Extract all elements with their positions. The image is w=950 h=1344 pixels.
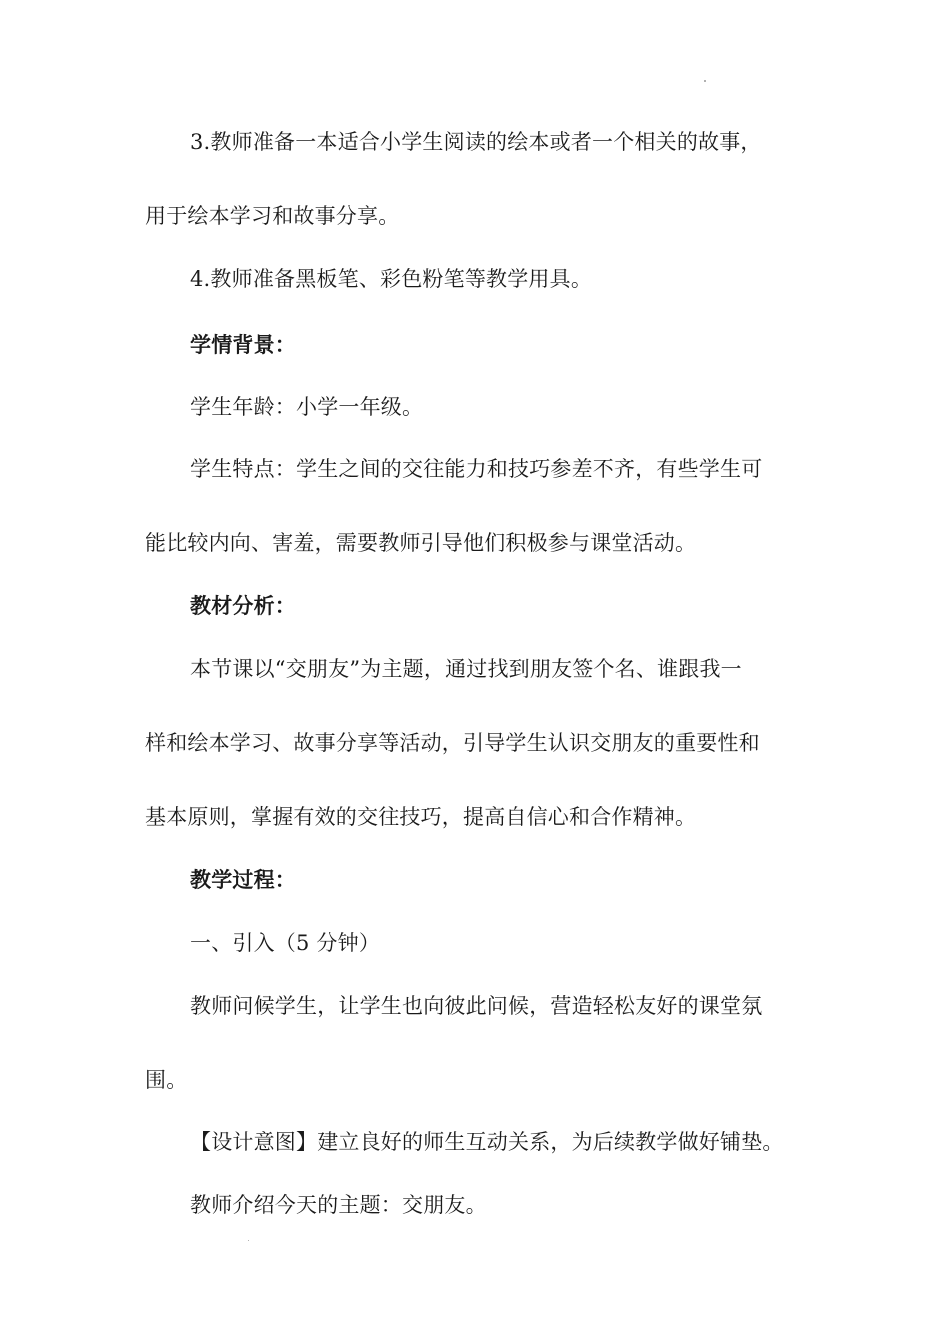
paragraph-line: 教师问候学生，让学生也向彼此问候，营造轻松友好的课堂氛 <box>190 994 763 1018</box>
paragraph-line: 本节课以“交朋友”为主题，通过找到朋友签个名、谁跟我一 <box>190 657 742 681</box>
section-heading: 教学过程： <box>190 867 296 892</box>
paragraph-line: 一、引入（5 分钟） <box>190 931 381 955</box>
paragraph-line: 围。 <box>145 1068 188 1092</box>
section-heading: 教材分析： <box>190 593 296 618</box>
paragraph-line: 能比较内向、害羞，需要教师引导他们积极参与课堂活动。 <box>145 531 697 555</box>
paragraph-line: 4.教师准备黑板笔、彩色粉笔等教学用具。 <box>190 267 593 291</box>
paragraph-line: 学生年龄：小学一年级。 <box>190 395 424 419</box>
paragraph-line: 【设计意图】建立良好的师生互动关系，为后续教学做好铺垫。 <box>190 1130 784 1154</box>
section-heading: 学情背景： <box>190 332 296 357</box>
paragraph-line: 样和绘本学习、故事分享等活动，引导学生认识交朋友的重要性和 <box>145 731 760 755</box>
paragraph-line: 用于绘本学习和故事分享。 <box>145 204 400 228</box>
paragraph-line: 教师介绍今天的主题：交朋友。 <box>190 1193 487 1217</box>
paragraph-line: 基本原则，掌握有效的交往技巧，提高自信心和合作精神。 <box>145 805 697 829</box>
paragraph-line: 学生特点：学生之间的交往能力和技巧参差不齐，有些学生可 <box>190 457 763 481</box>
paragraph-line: 3.教师准备一本适合小学生阅读的绘本或者一个相关的故事， <box>190 130 762 154</box>
page-mark <box>704 80 706 82</box>
page-mark <box>248 1240 249 1241</box>
